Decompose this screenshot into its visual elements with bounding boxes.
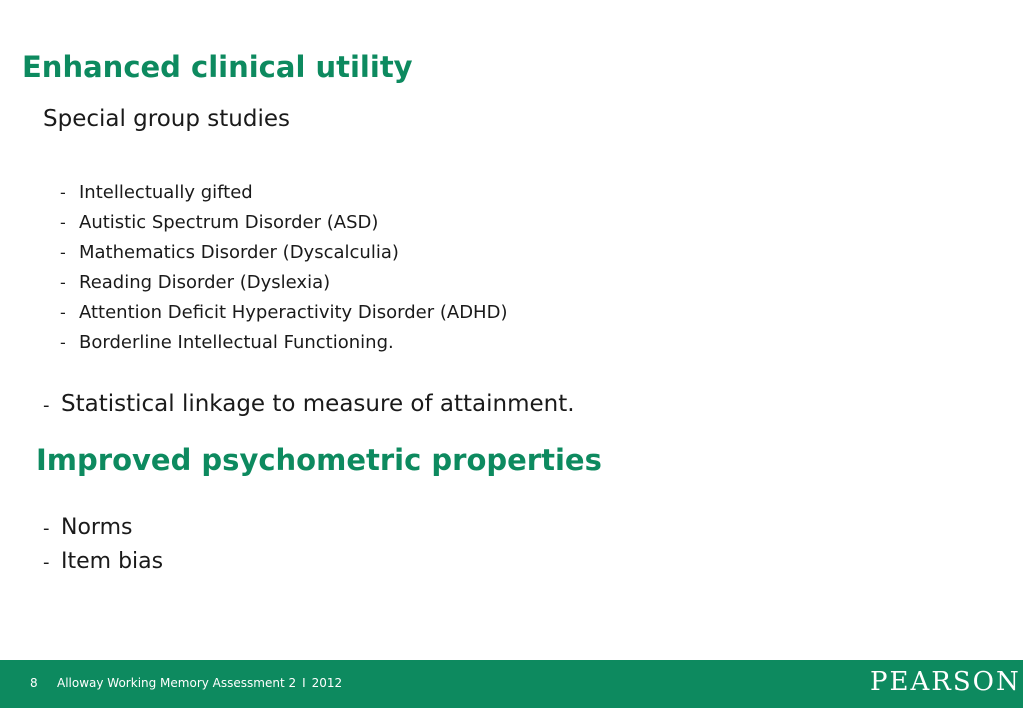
list-item-label: Item bias [61,549,164,574]
footer-title: Alloway Working Memory Assessment 2 [57,676,297,690]
list-item-label: Attention Deficit Hyperactivity Disorder (ADHD) [79,302,508,323]
list-item [60,268,507,298]
bullet-dash: - [60,213,66,232]
bullet-dash: - [60,273,66,292]
footer-separator: I [302,676,306,690]
psychometric-list [43,511,163,579]
list-item [43,511,163,545]
list-item-label: Reading Disorder (Dyslexia) [79,272,331,293]
list-item [43,545,163,579]
list-item-label: Borderline Intellectual Functioning. [79,332,394,353]
bullet-dash: - [43,518,50,539]
footer-caption [57,676,342,690]
special-groups-list [60,178,507,358]
list-item-label: Intellectually gifted [79,182,253,203]
footer-bar [0,660,1023,708]
list-item [60,328,507,358]
list-item-label: Norms [61,515,133,540]
bullet-dash: - [60,333,66,352]
footer-year: 2012 [311,676,343,690]
subtitle: Special group studies [43,106,290,132]
list-item [60,298,507,328]
bullet-dash: - [43,552,50,573]
linkage-text: Statistical linkage to measure of attainment. [61,391,575,417]
section-heading: Improved psychometric properties [36,443,602,477]
bullet-dash: - [43,395,50,416]
list-item [60,178,507,208]
slide-title: Enhanced clinical utility [22,50,413,84]
list-item-label: Autistic Spectrum Disorder (ASD) [79,212,379,233]
list-item [60,208,507,238]
linkage-bullet [43,391,575,417]
bullet-dash: - [60,303,66,322]
page-number: 8 [30,676,38,690]
list-item [60,238,507,268]
bullet-dash: - [60,183,66,202]
list-item-label: Mathematics Disorder (Dyscalculia) [79,242,399,263]
bullet-dash: - [60,243,66,262]
pearson-logo: PEARSON [870,667,1021,697]
